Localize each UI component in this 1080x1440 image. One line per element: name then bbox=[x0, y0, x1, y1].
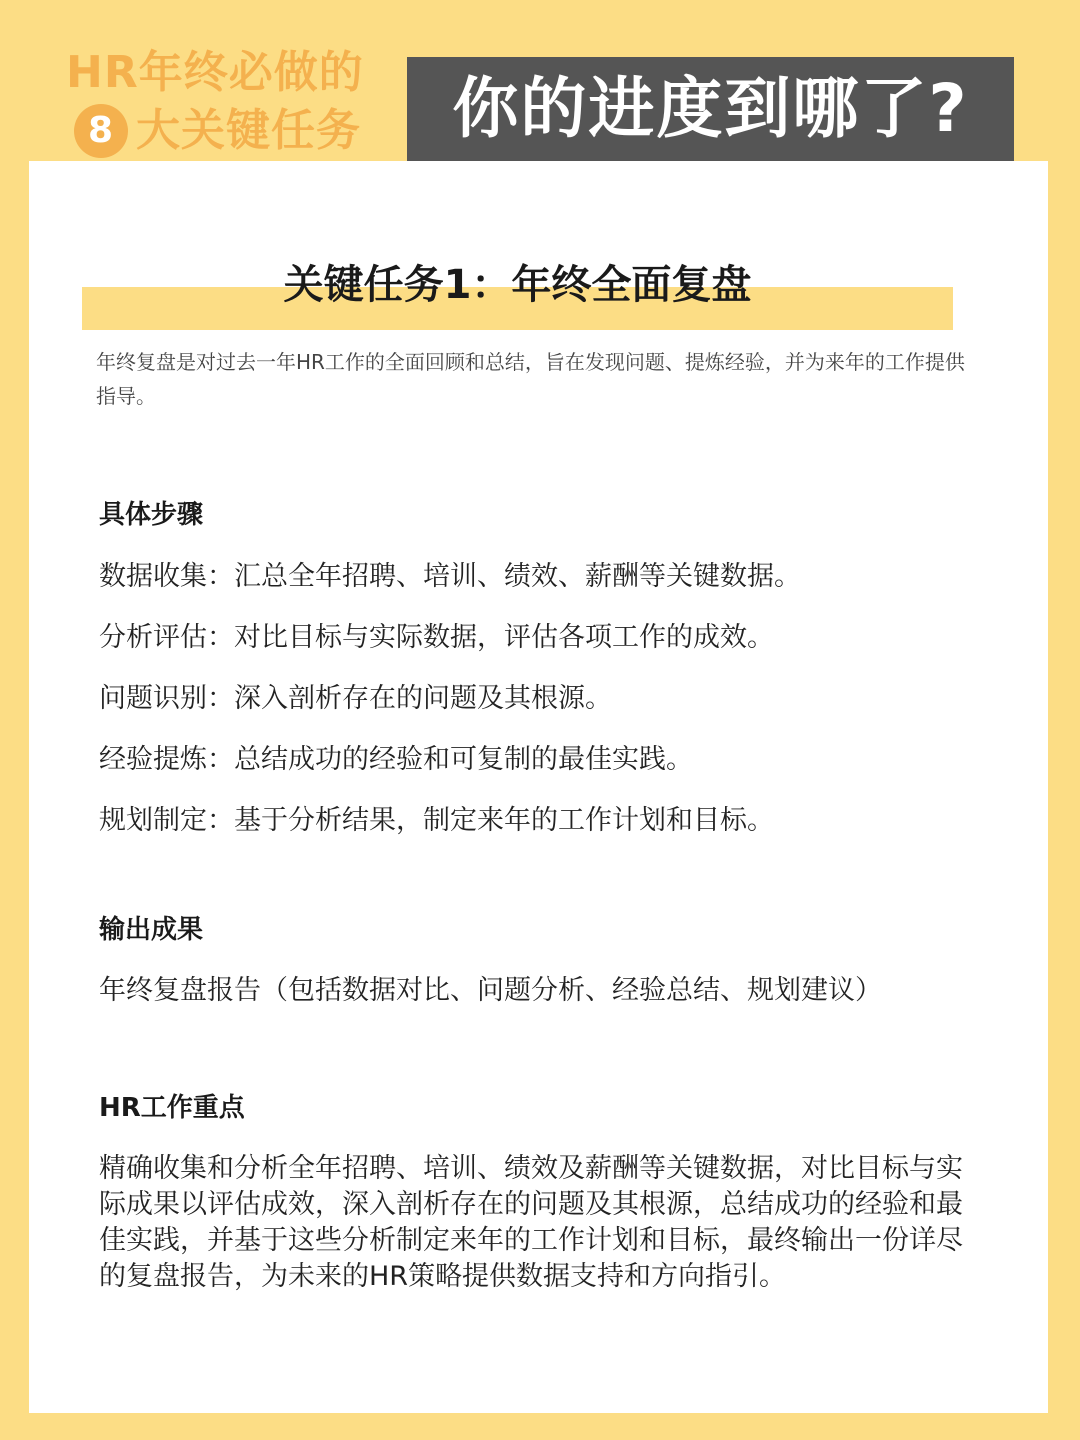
steps-heading: 具体步骤 bbox=[99, 500, 204, 530]
number-badge: 8 bbox=[74, 104, 128, 158]
task-title-block bbox=[82, 261, 953, 331]
output-heading: 输出成果 bbox=[99, 915, 204, 945]
list-item: 经验提炼：总结成功的经验和可复制的最佳实践。 bbox=[99, 744, 693, 775]
brand-title-line2-text: 大关键任务 bbox=[136, 105, 361, 156]
focus-heading: HR工作重点 bbox=[99, 1093, 245, 1123]
list-item: 分析评估：对比目标与实际数据，评估各项工作的成效。 bbox=[99, 622, 774, 653]
task-intro: 年终复盘是对过去一年HR工作的全面回顾和总结，旨在发现问题、提炼经验，并为来年的工作提供指导。 bbox=[96, 350, 965, 408]
output-text: 年终复盘报告（包括数据对比、问题分析、经验总结、规划建议） bbox=[99, 975, 882, 1006]
brand-title-line1: HR年终必做的 bbox=[66, 47, 364, 98]
steps-list bbox=[99, 559, 979, 864]
brand-title bbox=[66, 46, 396, 162]
list-item: 规划制定：基于分析结果，制定来年的工作计划和目标。 bbox=[99, 805, 774, 836]
list-item: 问题识别：深入剖析存在的问题及其根源。 bbox=[99, 683, 612, 714]
task-title: 关键任务1：年终全面复盘 bbox=[283, 262, 752, 308]
headline-banner: 你的进度到哪了? bbox=[407, 57, 1014, 161]
list-item: 数据收集：汇总全年招聘、培训、绩效、薪酬等关键数据。 bbox=[99, 561, 801, 592]
brand-title-line2 bbox=[74, 104, 361, 158]
focus-text: 精确收集和分析全年招聘、培训、绩效及薪酬等关键数据，对比目标与实际成果以评估成效，深入剖析存在的问题及其根源，总结成功的经验和最佳实践，并基于这些分析制定来年的工作计划和目标，最终输出一份详尽的复盘报告，为未来的HR策略提供数据支持和方向指引。 bbox=[99, 1153, 963, 1292]
content-card bbox=[29, 161, 1048, 1413]
